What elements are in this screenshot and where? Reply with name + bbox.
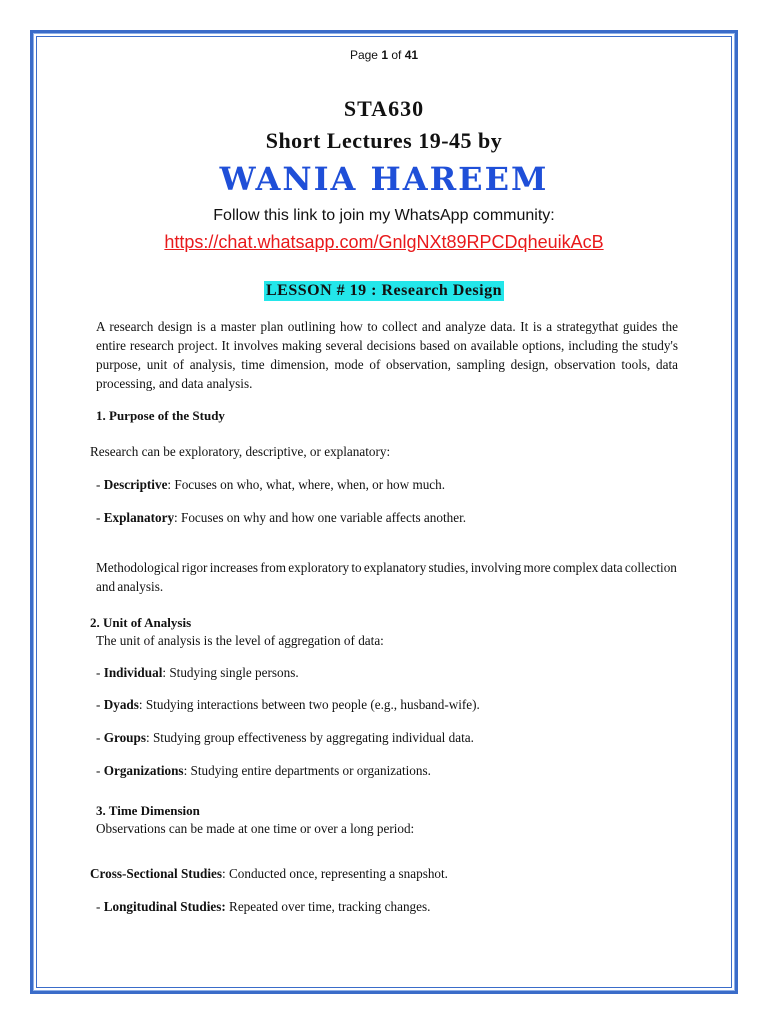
section2-heading: 2. Unit of Analysis: [90, 615, 192, 630]
list-item: - Groups: Studying group effectiveness by aggregating individual data.: [96, 730, 474, 745]
section1-lead: Research can be exploratory, descriptive, or explanatory:: [90, 444, 391, 459]
longitudinal-item: - Longitudinal Studies: Repeated over time, tracking changes.: [96, 899, 431, 914]
section3-lead: Observations can be made at one time or over a long period:: [96, 821, 415, 836]
course-code: STA630: [343, 96, 425, 121]
cross-sectional-item: Cross-Sectional Studies: Conducted once, representing a snapshot.: [90, 866, 448, 881]
list-item: - Organizations: Studying entire departments or organizations.: [96, 763, 431, 778]
section1-note: Methodological rigor increases from exploratory to explanatory studies, involving more complex data collection and analysis.: [96, 560, 677, 594]
document-subtitle: Short Lectures 19-45 by: [265, 128, 503, 153]
lesson-heading-wrap: [30, 281, 738, 301]
page-number: Page 1 of 41: [349, 48, 419, 62]
follow-text: Follow this link to join my WhatsApp community:: [213, 207, 555, 224]
section1-heading: 1. Purpose of the Study: [96, 408, 225, 423]
author-name: WANIA HAREEM: [219, 160, 549, 198]
section2-lead: The unit of analysis is the level of aggregation of data:: [96, 633, 384, 648]
list-item: - Individual: Studying single persons.: [96, 665, 299, 680]
list-item: - Descriptive: Focuses on who, what, where, when, or how much.: [96, 477, 446, 492]
lesson-title: LESSON # 19 : Research Design: [266, 282, 502, 299]
whatsapp-link[interactable]: https://chat.whatsapp.com/GnlgNXt89RPCDqheuikAcB: [164, 232, 604, 252]
list-item: - Dyads: Studying interactions between two people (e.g., husband-wife).: [96, 697, 480, 712]
section3-heading: 3. Time Dimension: [96, 803, 200, 818]
intro-paragraph: A research design is a master plan outlining how to collect and analyze data. It is a strategythat guides the entire research project. It involves making several decisions based on available options, including the study's purpose, unit of analysis, time dimension, mode of observation, sampling design, observation tools, data processing, and data analysis.: [96, 319, 678, 391]
list-item: - Explanatory: Focuses on why and how one variable affects another.: [96, 510, 467, 525]
